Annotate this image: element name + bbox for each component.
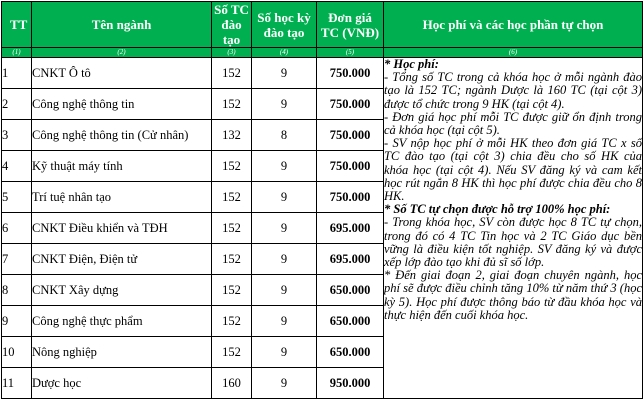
terms-value: 9 xyxy=(252,58,317,89)
credits-value: 152 xyxy=(212,58,252,89)
price-value: 695.000 xyxy=(317,213,384,244)
credits-value: 152 xyxy=(212,306,252,337)
header-tt: TT xyxy=(2,2,32,48)
major-name: CNKT Ô tô xyxy=(32,58,212,89)
terms-value: 9 xyxy=(252,151,317,182)
row-number: 6 xyxy=(2,213,32,244)
row-number: 2 xyxy=(2,89,32,120)
row-number: 11 xyxy=(2,368,32,399)
row-number: 1 xyxy=(2,58,32,89)
major-name: CNKT Xây dựng xyxy=(32,275,212,306)
header-major: Tên ngành xyxy=(32,2,212,48)
column-index: (5) xyxy=(317,48,384,58)
terms-value: 9 xyxy=(252,368,317,399)
credits-value: 152 xyxy=(212,337,252,368)
header-terms xyxy=(252,2,317,48)
major-name: Dược học xyxy=(32,368,212,399)
elective-heading: * Số TC tự chọn được hỗ trợ 100% học phí: xyxy=(384,202,611,217)
row-number: 9 xyxy=(2,306,32,337)
tuition-note-3: - SV nộp học phí ở mỗi HK theo đơn giá TC x số TC đào tạo (tại cột 3) chia đều cho số HK của khóa học (tại cột 4). Nếu SV đăng ký và cam kết học rút ngắn 8 HK thì học phí được chia đều cho 8 HK. xyxy=(384,136,642,204)
header-price-line1: Đơn giá xyxy=(328,9,372,25)
column-index: (6) xyxy=(384,48,643,58)
header-price-line2: TC (VNĐ) xyxy=(320,24,380,40)
price-value: 750.000 xyxy=(317,120,384,151)
column-index-row xyxy=(2,48,643,58)
major-name: Công nghệ thực phẩm xyxy=(32,306,212,337)
credits-value: 152 xyxy=(212,89,252,120)
elective-note-1: - Trong khóa học, SV còn được học 8 TC tự chọn, trong đó có 4 TC Tin học và 2 TC Giáo dục bền vững là điều kiện tốt nghiệp. SV đăng ký và được xếp lớp đào tạo khi đủ sĩ số lớp. xyxy=(384,215,642,270)
notes-cell xyxy=(384,58,643,399)
row-number: 4 xyxy=(2,151,32,182)
header-row xyxy=(2,2,643,48)
major-name: Công nghệ thông tin xyxy=(32,89,212,120)
row-number: 3 xyxy=(2,120,32,151)
terms-value: 9 xyxy=(252,244,317,275)
major-name: Nông nghiệp xyxy=(32,337,212,368)
tuition-table xyxy=(1,1,643,399)
terms-value: 9 xyxy=(252,182,317,213)
terms-value: 9 xyxy=(252,275,317,306)
credits-value: 152 xyxy=(212,275,252,306)
header-credits-line2: đào tạo xyxy=(221,17,242,47)
header-terms-line1: Số học kỳ xyxy=(257,9,311,25)
terms-value: 9 xyxy=(252,213,317,244)
tuition-note-2: - Đơn giá học phí mỗi TC được giữ ổn định trong cả khóa học (tại cột 5). xyxy=(384,109,642,138)
price-value: 695.000 xyxy=(317,244,384,275)
terms-value: 9 xyxy=(252,89,317,120)
row-number: 8 xyxy=(2,275,32,306)
column-index: (1) xyxy=(2,48,32,58)
price-value: 750.000 xyxy=(317,151,384,182)
column-index: (4) xyxy=(252,48,317,58)
price-value: 750.000 xyxy=(317,58,384,89)
header-credits-line1: Số TC xyxy=(214,2,249,17)
price-value: 950.000 xyxy=(317,368,384,399)
tuition-heading: * Học phí: xyxy=(384,57,439,71)
tuition-note-1: - Tổng số TC trong cả khóa học ở mỗi ngành đào tạo là 152 TC; ngành Dược là 160 TC (tại cột 3) được tổ chức trong 9 HK (tại cột 4). xyxy=(384,70,642,111)
terms-value: 9 xyxy=(252,306,317,337)
terms-value: 8 xyxy=(252,120,317,151)
table-row xyxy=(2,58,643,89)
major-name: Kỹ thuật máy tính xyxy=(32,151,212,182)
credits-value: 132 xyxy=(212,120,252,151)
terms-value: 9 xyxy=(252,337,317,368)
header-credits xyxy=(212,2,252,48)
price-value: 750.000 xyxy=(317,182,384,213)
elective-note-2: * Đến giai đoạn 2, giai đoạn chuyên ngành, học phí sẽ được điều chỉnh tăng 10% từ năm thứ 3 (học kỳ 5). Học phí được thông báo từ đầu khóa học và thực hiện đến cuối khóa học. xyxy=(384,268,642,322)
major-name: CNKT Điện, Điện tử xyxy=(32,244,212,275)
price-value: 750.000 xyxy=(317,89,384,120)
column-index: (2) xyxy=(32,48,212,58)
credits-value: 152 xyxy=(212,182,252,213)
major-name: Trí tuệ nhân tạo xyxy=(32,182,212,213)
credits-value: 152 xyxy=(212,213,252,244)
credits-value: 152 xyxy=(212,244,252,275)
row-number: 10 xyxy=(2,337,32,368)
header-price xyxy=(317,2,384,48)
major-name: Công nghệ thông tin (Cử nhân) xyxy=(32,120,212,151)
major-name: CNKT Điều khiển và TĐH xyxy=(32,213,212,244)
header-notes: Học phí và các học phần tự chọn xyxy=(384,2,643,48)
row-number: 7 xyxy=(2,244,32,275)
column-index: (3) xyxy=(212,48,252,58)
price-value: 650.000 xyxy=(317,306,384,337)
row-number: 5 xyxy=(2,182,32,213)
price-value: 650.000 xyxy=(317,275,384,306)
credits-value: 160 xyxy=(212,368,252,399)
price-value: 650.000 xyxy=(317,337,384,368)
header-terms-line2: đào tạo xyxy=(263,24,305,40)
credits-value: 152 xyxy=(212,151,252,182)
